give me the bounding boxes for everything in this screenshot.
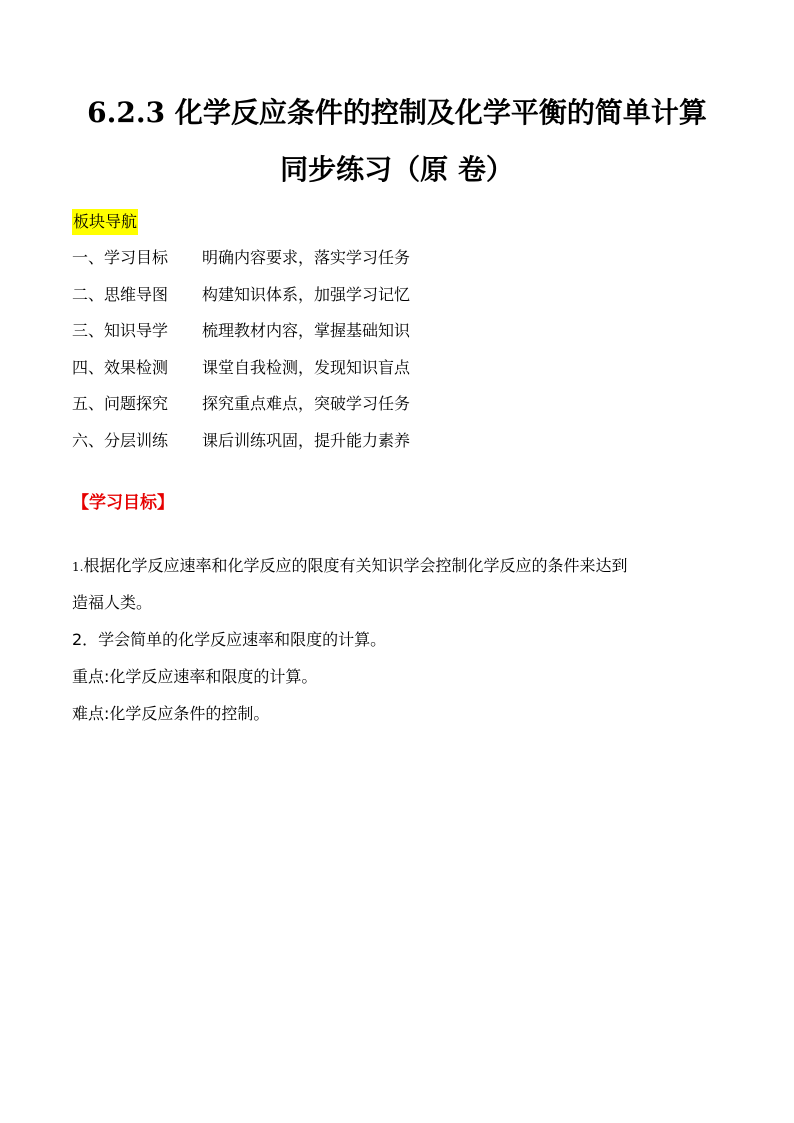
document-subtitle: 同步练习（原 卷） [280, 153, 514, 186]
nav-item-name: 四、效果检测 [72, 357, 169, 377]
nav-item-training [72, 427, 410, 464]
objective-item-1-text: 根据化学反应速率和化学反应的限度有关知识学会控制化学反应的条件来达到 [83, 556, 628, 575]
nav-item-desc: 课后训练巩固，提升能力素养 [202, 430, 411, 450]
nav-item-desc: 课堂自我检测，发现知识盲点 [202, 357, 411, 377]
difficult-point: 难点:化学反应条件的控制。 [72, 704, 270, 723]
nav-item-mindmap [72, 281, 410, 318]
nav-item-objectives [72, 244, 410, 281]
nav-item-knowledge [72, 317, 410, 354]
nav-item-name: 一、学习目标 [72, 248, 169, 267]
document-title: 6.2.3 化学反应条件的控制及化学平衡的简单计算 [87, 96, 707, 129]
nav-item-name: 六、分层训练 [72, 430, 169, 450]
objective-item-1-number: 1. [72, 560, 84, 574]
key-point: 重点:化学反应速率和限度的计算。 [72, 667, 318, 686]
navigation-heading: 板块导航 [72, 209, 138, 235]
nav-item-desc: 探究重点难点，突破学习任务 [202, 394, 411, 414]
nav-item-desc: 构建知识体系，加强学习记忆 [202, 284, 411, 304]
objective-item-1-line-1 [72, 552, 732, 581]
nav-item-name: 五、问题探究 [72, 394, 169, 414]
nav-item-inquiry [72, 390, 410, 427]
nav-item-desc: 梳理教材内容，掌握基础知识 [202, 321, 411, 341]
nav-item-desc: 明确内容要求，落实学习任务 [202, 248, 411, 267]
nav-item-name: 二、思维导图 [72, 284, 169, 304]
navigation-list [72, 244, 410, 464]
objective-item-2: 2．学会简单的化学反应速率和限度的计算。 [72, 630, 387, 649]
nav-item-name: 三、知识导学 [72, 321, 169, 341]
objectives-heading: 【学习目标】 [72, 493, 174, 513]
objective-item-1-line-2: 造福人类。 [72, 593, 153, 612]
nav-item-test [72, 354, 410, 391]
